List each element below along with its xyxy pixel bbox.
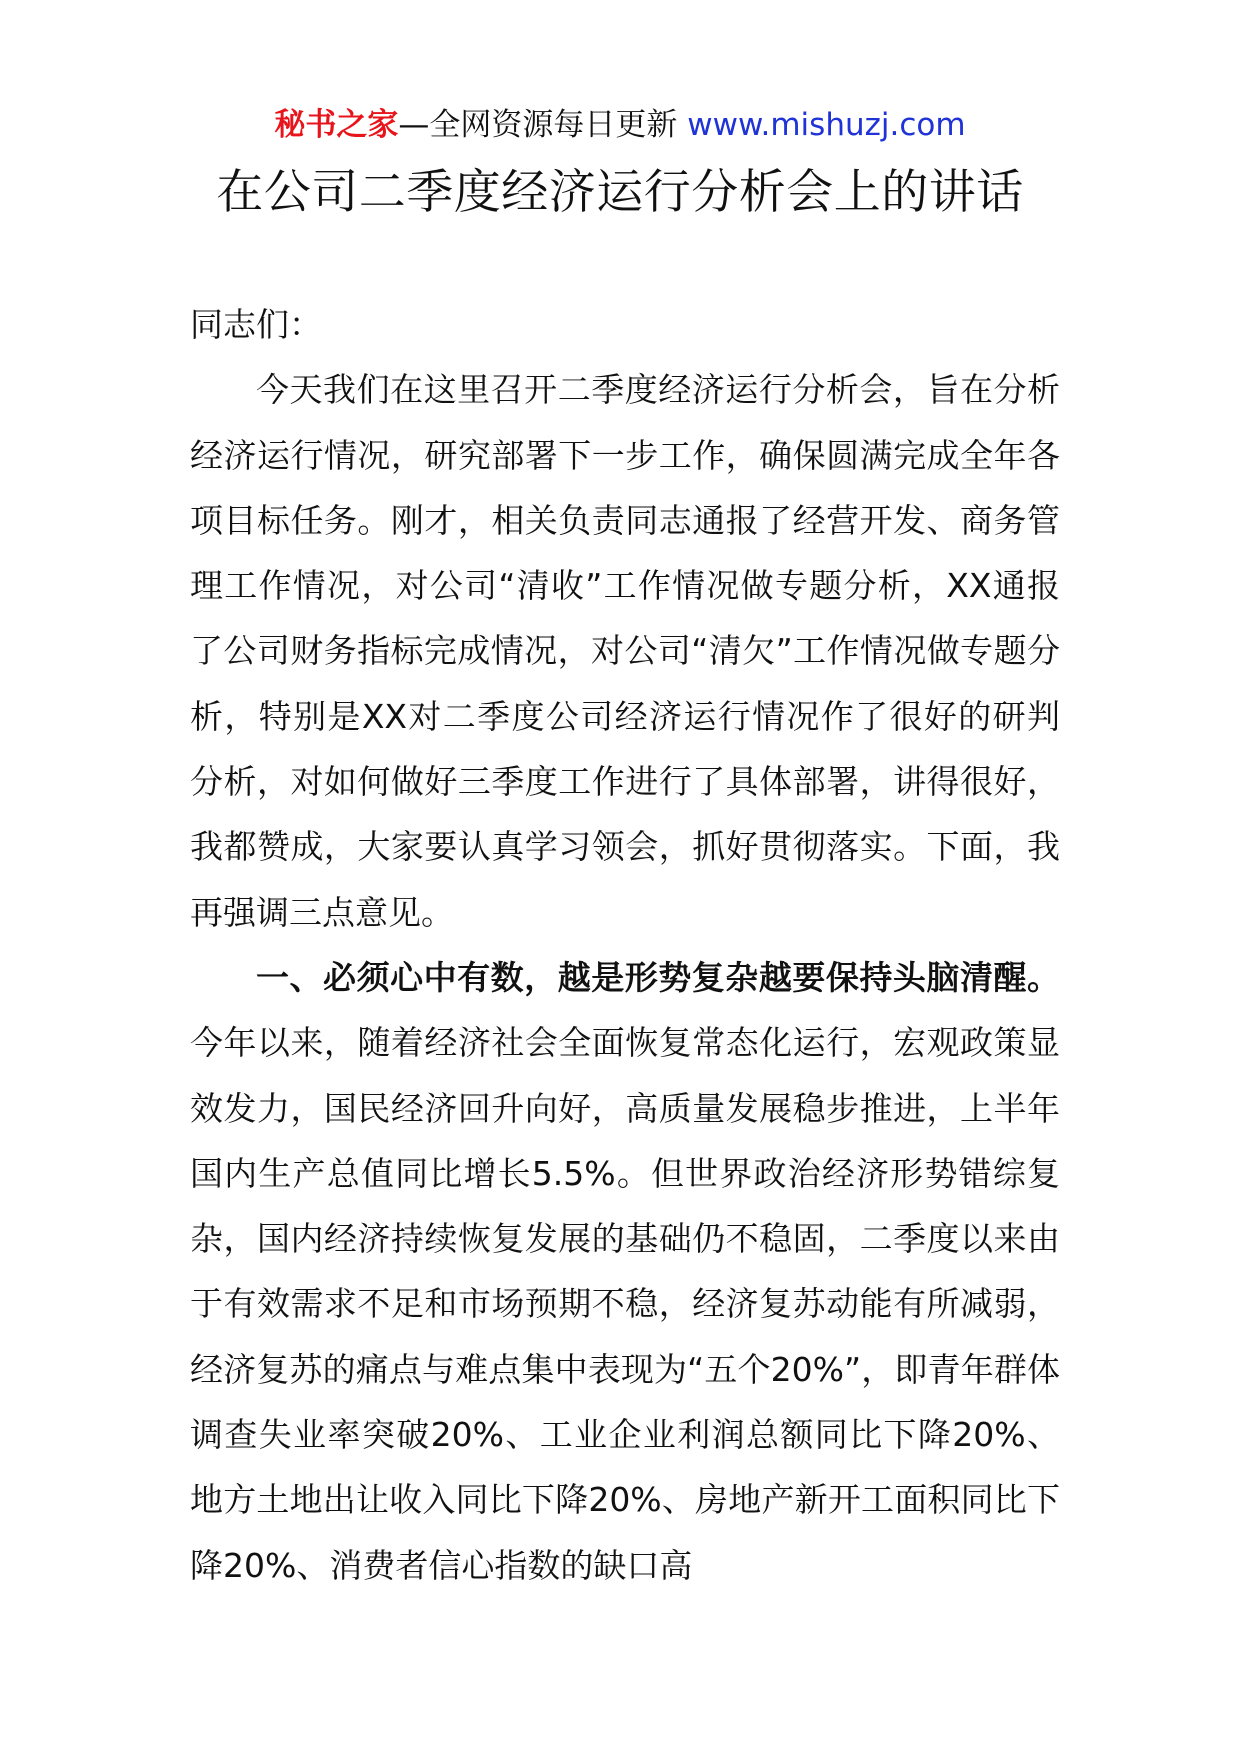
section-1-heading: 一、必须心中有数，越是形势复杂越要保持头脑清醒。 (256, 957, 1060, 997)
salutation: 同志们： (190, 305, 322, 344)
site-url-link[interactable]: www.mishuzj.com (687, 107, 966, 143)
site-brand: 秘书之家 (274, 107, 399, 143)
section-1-text: 今年以来，随着经济社会全面恢复常态化运行，宏观政策显效发力，国民经济回升向好，高质量发展稳步推进，上半年国内生产总值同比增长5.5%。但世界政治经济形势错综复杂，国内经济持续恢复发展的基础仍不稳固，二季度以来由于有效需求不足和市场预期不稳，经济复苏动能有所减弱，经济复苏的痛点与难点集中表现为“五个20%”，即青年群体调查失业率突破20%、工业企业利润总额同比下降20%、地方土地出让收入同比下降20%、房地产新开工面积同比下降20%、消费者信心指数的缺口高 (190, 1023, 1060, 1585)
site-header (0, 100, 1240, 150)
document-body (190, 292, 1060, 1598)
paragraph-opening: 今天我们在这里召开二季度经济运行分析会，旨在分析经济运行情况，研究部署下一步工作，确保圆满完成全年各项目标任务。刚才，相关负责同志通报了经营开发、商务管理工作情况，对公司“清收”工作情况做专题分析，XX通报了公司财务指标完成情况，对公司“清欠”工作情况做专题分析，特别是XX对二季度公司经济运行情况作了很好的研判分析，对如何做好三季度工作进行了具体部署，讲得很好，我都赞成，大家要认真学习领会，抓好贯彻落实。下面，我再强调三点意见。 (190, 370, 1060, 932)
paragraph-section-1 (190, 945, 1060, 1598)
document-title: 在公司二季度经济运行分析会上的讲话 (216, 165, 1024, 220)
site-slogan: —全网资源每日更新 (398, 107, 678, 143)
